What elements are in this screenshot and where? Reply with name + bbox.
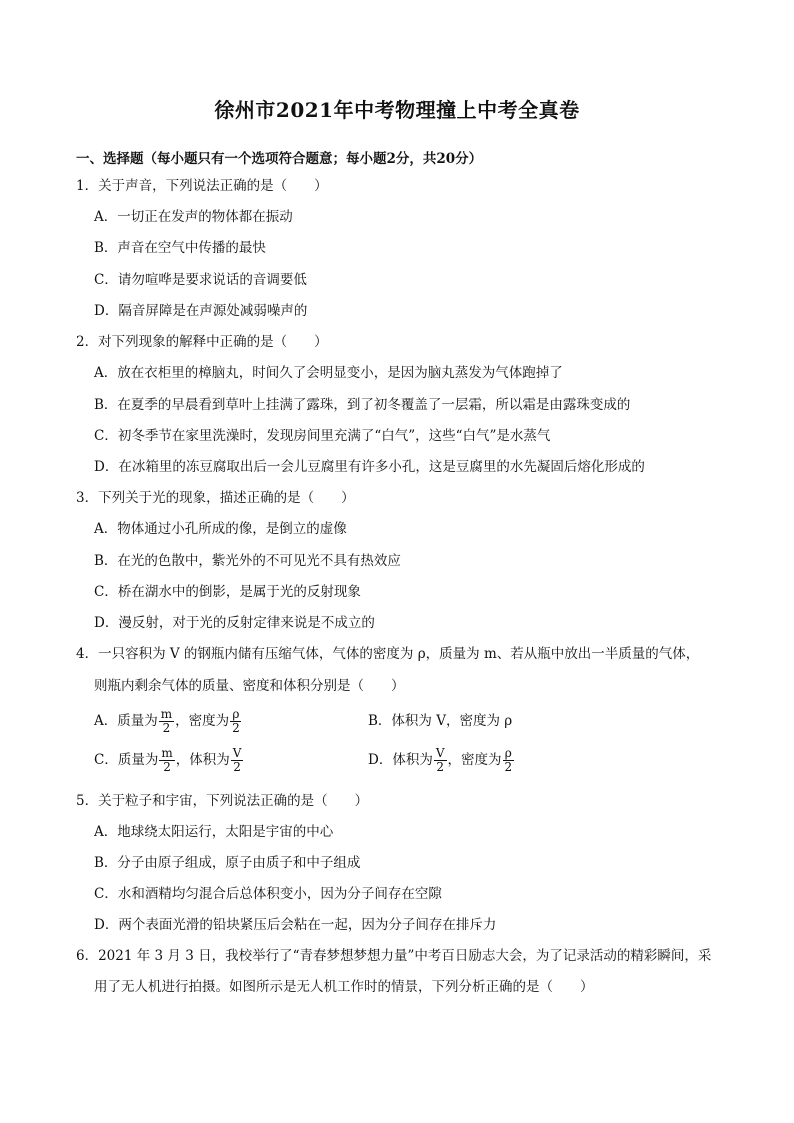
question-4-option-a: A．质量为 $\frac{m}{2}$ ，密度为 $\frac{\rho}{2}$ (94, 707, 240, 735)
question-1-option-d: D．隔音屏障是在声源处减弱噪声的 (94, 303, 308, 319)
question-1-option-c: C．请勿喧哗是要求说话的音调要低 (94, 272, 307, 288)
exam-title: 徐州市2021年中考物理撞上中考全真卷 (214, 98, 580, 122)
question-2-stem: 2．对下列现象的解释中正确的是（ ） (76, 334, 328, 350)
question-2-option-d: D．在冰箱里的冻豆腐取出后一会儿豆腐里有许多小孔，这是豆腐里的水先凝固后熔化形成的 (94, 459, 645, 475)
question-1-stem: 1．关于声音，下列说法正确的是（ ） (76, 178, 328, 194)
question-5-option-d: D．两个表面光滑的铅块紧压后会粘在一起，因为分子间存在排斥力 (94, 917, 497, 933)
question-2-option-c: C．初冬季节在家里洗澡时，发现房间里充满了“白气”，这些“白气”是水蒸气 (94, 428, 551, 444)
question-5-stem: 5．关于粒子和宇宙，下列说法正确的是（ ） (76, 793, 369, 809)
question-4-stem-line-1: 4．一只容积为 V 的钢瓶内储有压缩气体，气体的密度为 ρ，质量为 m、若从瓶中放出一半质量的气体， (76, 646, 700, 662)
question-6-stem-line-2: 用了无人机进行拍摄。如图所示是无人机工作时的情景，下列分析正确的是（ ） (94, 979, 594, 995)
question-3-option-d: D．漫反射，对于光的反射定律来说是不成立的 (94, 615, 375, 631)
fraction: $\frac{m}{2}$ (160, 707, 173, 735)
question-5-option-a: A．地球绕太阳运行，太阳是宇宙的中心 (94, 824, 334, 840)
fraction: $\frac{V}{2}$ (232, 746, 242, 774)
question-3-option-c: C．桥在湖水中的倒影，是属于光的反射现象 (94, 584, 361, 600)
question-3-option-b: B．在光的色散中，紫光外的不可见光不具有热效应 (94, 553, 401, 569)
question-4-stem-line-2: 则瓶内剩余气体的质量、密度和体积分别是（ ） (94, 678, 405, 694)
question-2-option-b: B．在夏季的早晨看到草叶上挂满了露珠，到了初冬覆盖了一层霜，所以霜是由露珠变成的 (94, 397, 631, 413)
question-6-stem-line-1: 6．2021 年 3 月 3 日，我校举行了“青春梦想梦想力量”中考百日励志大会，为了记录活动的精彩瞬间，采 (76, 948, 712, 964)
question-4-option-c: C．质量为 $\frac{m}{2}$ ，体积为 $\frac{V}{2}$ (94, 746, 242, 774)
fraction: $\frac{\rho}{2}$ (504, 746, 513, 774)
question-1-option-a: A．一切正在发声的物体都在振动 (94, 209, 293, 225)
section-heading: 一、选择题（每小题只有一个选项符合题意；每小题2分，共20分） (76, 151, 483, 167)
question-3-stem: 3．下列关于光的现象，描述正确的是（ ） (76, 490, 355, 506)
question-2-option-a: A．放在衣柜里的樟脑丸，时间久了会明显变小，是因为脑丸蒸发为气体跑掉了 (94, 365, 563, 381)
fraction: $\frac{m}{2}$ (161, 746, 173, 774)
question-3-option-a: A．物体通过小孔所成的像，是倒立的虚像 (94, 521, 347, 537)
question-1-option-b: B．声音在空气中传播的最快 (94, 240, 266, 256)
question-4-option-d: D．体积为 $\frac{V}{2}$ ，密度为 $\frac{\rho}{2}$ (368, 746, 513, 774)
question-4-option-b: B．体积为 V，密度为 ρ (368, 713, 513, 729)
question-5-option-c: C．水和酒精均匀混合后总体积变小，因为分子间存在空隙 (94, 886, 442, 902)
fraction: $\frac{V}{2}$ (435, 746, 445, 774)
fraction: $\frac{\rho}{2}$ (232, 707, 240, 735)
question-5-option-b: B．分子由原子组成，原子由质子和中子组成 (94, 855, 361, 871)
